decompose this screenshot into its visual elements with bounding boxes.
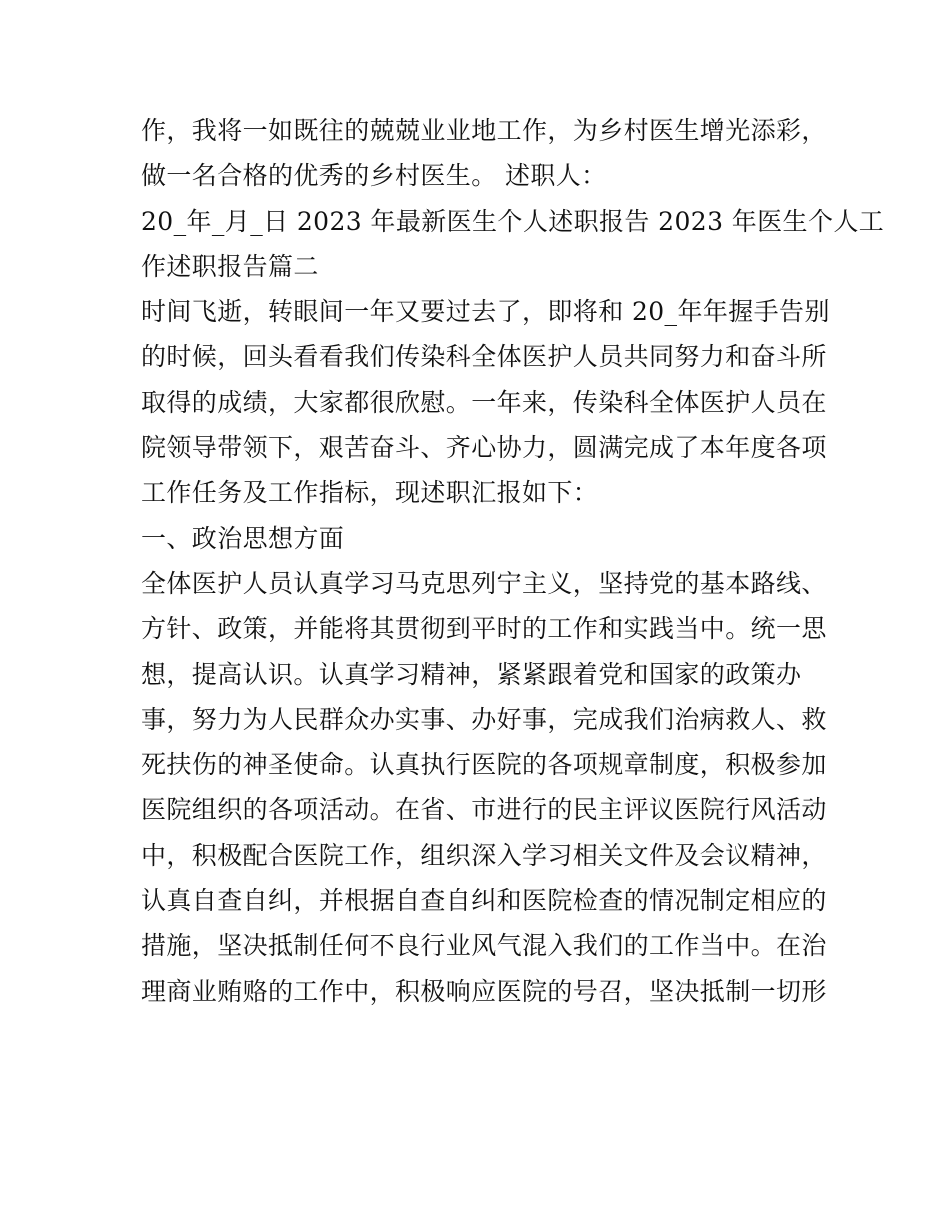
text-line: 理商业贿赂的工作中，积极响应医院的号召，坚决抵制一切形 [141, 976, 827, 1006]
text-line: 院领导带领下，艰苦奋斗、齐心协力，圆满完成了本年度各项 [141, 433, 827, 463]
text-line: 的时候，回头看看我们传染科全体医护人员共同努力和奋斗所 [141, 342, 827, 372]
text-line: 中，积极配合医院工作，组织深入学习相关文件及会议精神， [141, 840, 827, 870]
text-line: 医院组织的各项活动。在省、市进行的民主评议医院行风活动 [141, 795, 827, 825]
text-line: 认真自查自纠，并根据自查自纠和医院检查的情况制定相应的 [141, 886, 827, 916]
text-line: 取得的成绩，大家都很欣慰。一年来，传染科全体医护人员在 [141, 387, 827, 417]
text-line: 想，提高认识。认真学习精神，紧紧跟着党和国家的政策办 [141, 659, 802, 689]
text-line: 20_年_月_日 2023 年最新医生个人述职报告 2023 年医生个人工 [141, 206, 885, 236]
text-line: 全体医护人员认真学习马克思列宁主义，坚持党的基本路线、 [141, 568, 827, 598]
document-body [141, 108, 885, 1014]
text-line: 措施，坚决抵制任何不良行业风气混入我们的工作当中。在治 [141, 931, 827, 961]
text-line: 作述职报告篇二 [141, 251, 319, 281]
text-line: 死扶伤的神圣使命。认真执行医院的各项规章制度，积极参加 [141, 750, 827, 780]
text-line: 事，努力为人民群众办实事、办好事，完成我们治病救人、救 [141, 704, 827, 734]
text-line: 方针、政策，并能将其贯彻到平时的工作和实践当中。统一思 [141, 614, 827, 644]
text-line: 工作任务及工作指标，现述职汇报如下： [141, 478, 599, 508]
text-line: 做一名合格的优秀的乡村医生。 述职人： [141, 161, 607, 191]
text-line: 时间飞逝，转眼间一年又要过去了，即将和 20_年年握手告别 [141, 297, 830, 327]
section-heading: 一、政治思想方面 [141, 523, 345, 553]
text-line: 作，我将一如既往的兢兢业业地工作，为乡村医生增光添彩， [141, 116, 827, 145]
